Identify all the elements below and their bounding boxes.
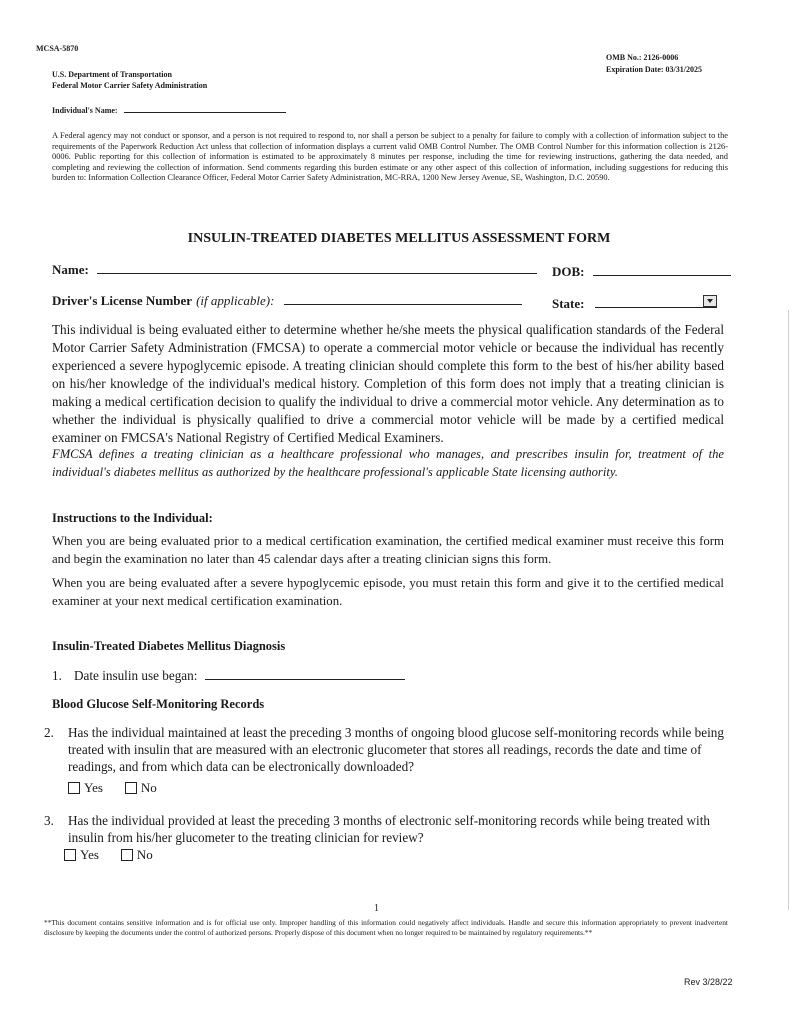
question-2-no[interactable] <box>125 780 157 796</box>
agency-name: U.S. Department of Transportation <box>52 70 172 79</box>
question-3-yes[interactable] <box>64 847 99 863</box>
checkbox-icon[interactable] <box>121 849 133 861</box>
license-label: Driver's License Number <box>52 293 193 308</box>
name-label: Name: <box>52 262 89 277</box>
question-3-no[interactable] <box>121 847 153 863</box>
omb-number: OMB No.: 2126-0006 <box>606 53 679 62</box>
dob-row <box>552 263 731 281</box>
agency-subname: Federal Motor Carrier Safety Administration <box>52 81 208 90</box>
question-2 <box>44 724 724 775</box>
instructions-heading: Instructions to the Individual: <box>52 511 213 525</box>
blood-glucose-heading: Blood Glucose Self-Monitoring Records <box>52 697 265 711</box>
checkbox-icon[interactable] <box>125 782 137 794</box>
question-3-number: 3. <box>44 813 54 828</box>
license-note: (if applicable): <box>196 293 275 308</box>
question-1-text: Date insulin use began: <box>74 668 198 683</box>
scan-edge-line <box>788 310 789 910</box>
state-select[interactable] <box>595 295 717 308</box>
question-3 <box>44 812 724 846</box>
question-1 <box>52 667 724 684</box>
dob-label: DOB: <box>552 264 585 279</box>
license-input[interactable] <box>284 292 522 305</box>
question-1-number: 1. <box>52 668 62 683</box>
question-3-options <box>64 847 171 866</box>
name-input[interactable] <box>97 261 537 274</box>
question-2-options <box>68 780 175 799</box>
checkbox-icon[interactable] <box>68 782 80 794</box>
question-2-yes[interactable] <box>68 780 103 796</box>
name-row <box>52 261 542 279</box>
question-2-number: 2. <box>44 725 54 740</box>
insulin-start-date-input[interactable] <box>205 667 405 680</box>
definition-paragraph: FMCSA defines a treating clinician as a healthcare professional who manages, and prescribes insulin for, treatment of the individual's diabetes mellitus as authorized by the healthcare professional's applicable State licensing authority. <box>52 447 724 479</box>
question-2-yes-label: Yes <box>84 780 103 795</box>
license-row <box>52 292 547 310</box>
state-row <box>552 295 717 313</box>
instructions-para-2: When you are being evaluated after a severe hypoglycemic episode, you must retain this form and give it to the certified medical examiner at your next medical certification examination. <box>52 576 724 608</box>
sensitivity-notice: **This document contains sensitive information and is for official use only. Improper handling of this information could negatively affect individuals. Handle and secure this information appropriately to prevent inadvertent disclosure by keeping the documents under the control of authorized persons. Properly dispose of this document when no longer required to be maintained by regulatory requirements.** <box>44 918 728 937</box>
form-number: MCSA-5870 <box>36 44 79 53</box>
expiration-date: Expiration Date: 03/31/2025 <box>606 65 702 74</box>
dob-input[interactable] <box>593 263 731 276</box>
question-3-no-label: No <box>136 847 153 862</box>
question-2-text: Has the individual maintained at least the preceding 3 months of ongoing blood glucose self-monitoring records while being treated with insulin that are measured with an electronic glucometer that stores all readings, records the date and time of readings, and from which data can be electronically downloaded? <box>68 725 724 774</box>
diagnosis-heading: Insulin-Treated Diabetes Mellitus Diagnosis <box>52 639 286 653</box>
state-label: State: <box>552 296 585 311</box>
intro-paragraph: This individual is being evaluated either to determine whether he/she meets the physical qualification standards of the Federal Motor Carrier Safety Administration (FMCSA) to operate a commercial motor vehicle or because the individual has recently experienced a severe hypoglycemic episode. A treating clinician should complete this form to the best of his/her ability based on his/her knowledge of the individual's medical history. Completion of this form does not imply that a treating clinician is making a medical certification decision to qualify the individual to drive a commercial motor vehicle. Any determination as to whether the individual is physically qualified to drive a commercial motor vehicle will be made by a certified medical examiner on FMCSA's National Registry of Certified Medical Examiners. <box>52 322 724 445</box>
individual-name-input[interactable] <box>124 104 286 113</box>
form-title: INSULIN-TREATED DIABETES MELLITUS ASSESSMENT FORM <box>187 231 611 246</box>
burden-statement: A Federal agency may not conduct or sponsor, and a person is not required to respond to, nor shall a person be subject to a penalty for failure to comply with a collection of information subject to the requirements of the Paperwork Reduction Act unless that collection of information displays a current valid OMB Control Number. The OMB Control Number for this information collection is 2126-0006. Public reporting for this collection of information is estimated to be approximately 8 minutes per response, including the time for reviewing instructions, gathering the data needed, and completing and reviewing the collection of information. Send comments regarding this burden estimate or any other aspect of this collection of information, including suggestions for reducing this burden to: Information Collection Clearance Officer, Federal Motor Carrier Safety Administration, MC-RRA, 1200 New Jersey Avenue, SE, Washington, D.C. 20590. <box>52 131 728 182</box>
instructions-para-1: When you are being evaluated prior to a medical certification examination, the certified medical examiner must receive this form and begin the examination no later than 45 calendar days after a treating clinician signs this form. <box>52 534 724 566</box>
revision-date: Rev 3/28/22 <box>684 977 733 987</box>
question-2-no-label: No <box>140 780 157 795</box>
page-number: 1 <box>374 903 379 914</box>
individual-name-label: Individual's Name: <box>52 106 118 115</box>
individual-name-field <box>52 104 286 116</box>
dropdown-arrow-icon[interactable] <box>703 295 717 307</box>
checkbox-icon[interactable] <box>64 849 76 861</box>
question-3-text: Has the individual provided at least the preceding 3 months of electronic self-monitoring records while being treated with insulin from his/her glucometer to the treating clinician for review? <box>68 813 710 845</box>
question-3-yes-label: Yes <box>80 847 99 862</box>
